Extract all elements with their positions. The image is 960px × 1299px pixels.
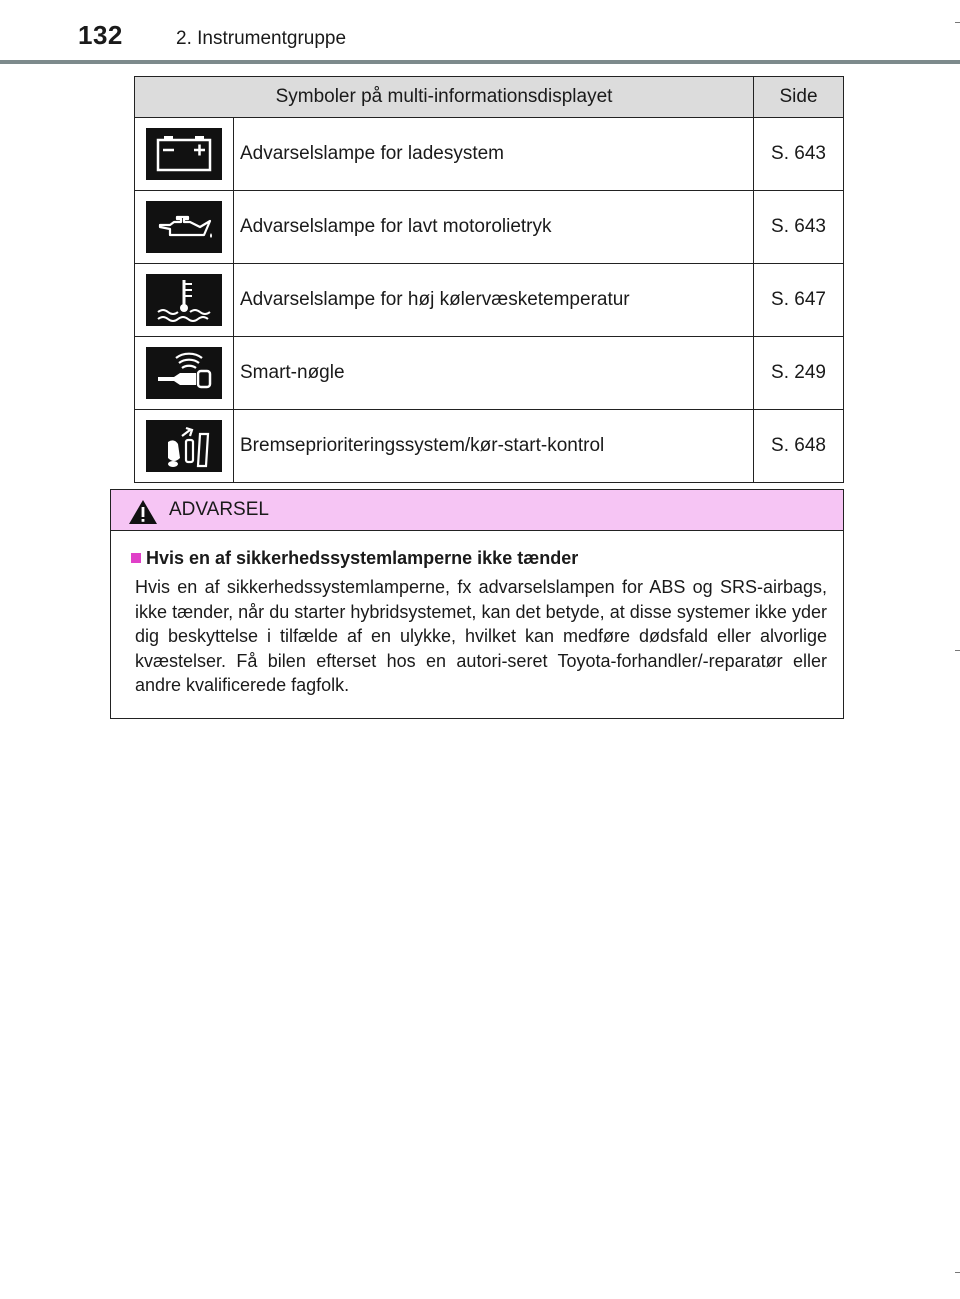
warning-heading: Hvis en af sikkerhedssystemlamperne ikke tænder <box>146 548 579 568</box>
warning-label: ADVARSEL <box>169 499 269 520</box>
table-row <box>135 118 844 191</box>
brake-override-icon <box>146 420 222 472</box>
table-header-row <box>135 77 844 118</box>
table-row <box>135 264 844 337</box>
page-number: 132 <box>78 20 123 50</box>
smart-key-icon <box>146 347 222 399</box>
oil-pressure-icon <box>146 201 222 253</box>
warning-box <box>110 489 844 719</box>
symbol-description: Advarselslampe for lavt motorolietryk <box>234 191 754 264</box>
table-row <box>135 337 844 410</box>
table-row <box>135 410 844 483</box>
page-reference: S. 648 <box>754 410 844 483</box>
warning-body <box>111 531 843 698</box>
symbols-column-header: Symboler på multi-informationsdisplayet <box>135 77 754 118</box>
symbols-table <box>134 76 844 483</box>
warning-triangle-icon <box>128 499 158 525</box>
header-rule <box>0 60 960 64</box>
page-reference: S. 647 <box>754 264 844 337</box>
symbol-description: Smart-nøgle <box>234 337 754 410</box>
crop-mark <box>955 1272 960 1273</box>
square-bullet-icon <box>131 553 141 563</box>
symbol-description: Advarselslampe for ladesystem <box>234 118 754 191</box>
warning-header <box>111 490 843 531</box>
crop-mark <box>955 22 960 23</box>
symbol-description: Advarselslampe for høj kølervæsketemperatur <box>234 264 754 337</box>
crop-mark <box>955 650 960 651</box>
page-reference: S. 643 <box>754 118 844 191</box>
battery-warning-icon <box>146 128 222 180</box>
warning-text: Hvis en af sikkerhedssystemlamperne, fx advarselslampen for ABS og SRS-airbags, ikke tænder, når du starter hybridsystemet, kan det betyde, at disse systemer ikke yder dig beskyttelse i tilfælde af en ulykke, hvilket kan medføre dødsfald eller alvorlige kvæstelser. Få bilen efterset hos en autori-seret Toyota-forhandler/-reparatør eller andre kvalificerede fagfolk. <box>135 577 827 695</box>
page-reference: S. 249 <box>754 337 844 410</box>
symbol-description: Bremseprioriteringssystem/kør-start-kontrol <box>234 410 754 483</box>
section-title: 2. Instrumentgruppe <box>176 28 347 49</box>
page-reference: S. 643 <box>754 191 844 264</box>
coolant-temperature-icon <box>146 274 222 326</box>
table-row <box>135 191 844 264</box>
page-column-header: Side <box>754 77 844 118</box>
